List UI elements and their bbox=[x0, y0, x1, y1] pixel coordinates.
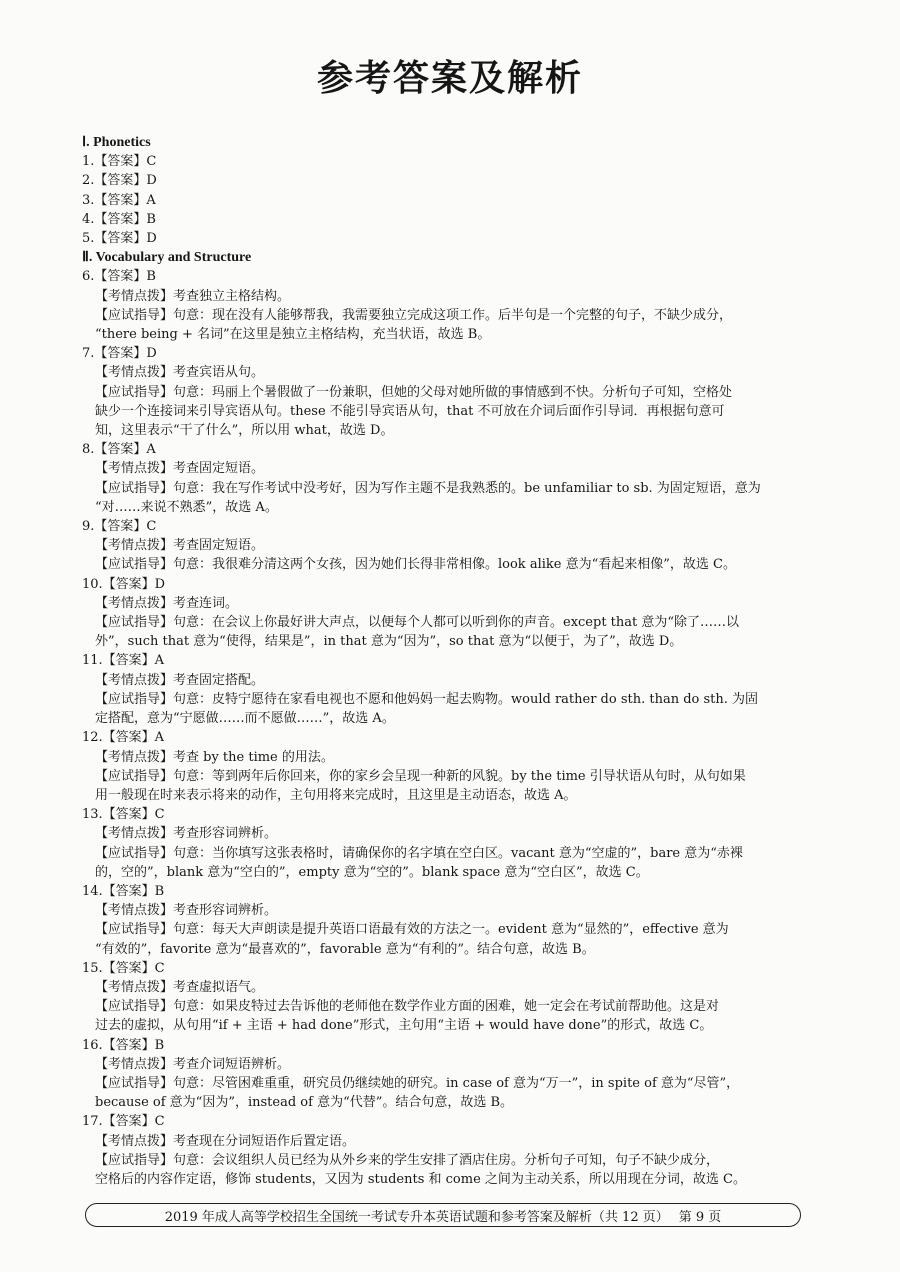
answer-line: 16.【答案】B bbox=[82, 1037, 165, 1053]
explanation-line: 空格后的内容作定语，修饰 students，又因为 students 和 come 之间为主动关系，所以用现在分词，故选 C。 bbox=[95, 1171, 746, 1187]
section-heading: Ⅱ. Vocabulary and Structure bbox=[82, 250, 252, 266]
answer-line: 4.【答案】B bbox=[82, 211, 156, 227]
explanation-line: 【考情点拨】考查固定搭配。 bbox=[95, 672, 265, 688]
answer-line: 3.【答案】A bbox=[82, 192, 156, 208]
explanation-line: 知，这里表示“干了什么”，所以用 what，故选 D。 bbox=[95, 423, 394, 439]
explanation-line: 外”，such that 意为“使得，结果是”，in that 意为“因为”，so that 意为“以便于，为了”，故选 D。 bbox=[95, 634, 683, 650]
page-footer bbox=[85, 1203, 801, 1227]
answer-line: 5.【答案】D bbox=[82, 231, 157, 247]
explanation-line: 【考情点拨】考查固定短语。 bbox=[95, 461, 265, 477]
answer-line: 15.【答案】C bbox=[82, 960, 165, 976]
explanation-line: “有效的”，favorite 意为“最喜欢的”，favorable 意为“有利的”。结合句意，故选 B。 bbox=[95, 941, 595, 957]
explanation-line: 【应试指导】句意：会议组织人员已经为从外乡来的学生安排了酒店住房。分析句子可知，句子不缺少成分， bbox=[95, 1152, 720, 1168]
explanation-line: 【考情点拨】考查现在分词短语作后置定语。 bbox=[95, 1133, 356, 1149]
explanation-line: 【考情点拨】考查连词。 bbox=[95, 595, 239, 611]
explanation-line: 【考情点拨】考查虚拟语气。 bbox=[95, 979, 265, 995]
explanation-line: 【考情点拨】考查宾语从句。 bbox=[95, 365, 265, 381]
explanation-line: 【应试指导】句意：每天大声朗读是提升英语口语最有效的方法之一。evident 意为“显然的”，effective 意为 bbox=[95, 922, 729, 938]
explanation-line: 的，空的”，blank 意为“空白的”，empty 意为“空的”。blank space 意为“空白区”，故选 C。 bbox=[95, 864, 649, 880]
answer-line: 2.【答案】D bbox=[82, 173, 157, 189]
explanation-line: 【应试指导】句意：皮特宁愿待在家看电视也不愿和他妈妈一起去购物。would rather do sth. than do sth. 为固 bbox=[95, 691, 759, 707]
page-title: 参考答案及解析 bbox=[316, 58, 583, 99]
explanation-line: 【考情点拨】考查固定短语。 bbox=[95, 538, 265, 554]
explanation-line: 【应试指导】句意：我很难分清这两个女孩，因为她们长得非常相像。look alike 意为“看起来相像”，故选 C。 bbox=[95, 557, 736, 573]
explanation-line: 过去的虚拟，从句用“if + 主语 + had done”形式，主句用“主语 + would have done”的形式，故选 C。 bbox=[95, 1018, 713, 1034]
explanation-line: 【应试指导】句意：玛丽上个暑假做了一份兼职，但她的父母对她所做的事情感到不快。分析句子可知，空格处 bbox=[95, 384, 733, 400]
explanation-line: “there being + 名词”在这里是独立主格结构，充当状语，故选 B。 bbox=[95, 327, 491, 343]
answer-line: 11.【答案】A bbox=[82, 653, 165, 669]
answer-content bbox=[82, 133, 806, 1189]
footer-text: 2019 年成人高等学校招生全国统一考试专升本英语试题和参考答案及解析（共 12 页） bbox=[164, 1209, 669, 1225]
section-heading: Ⅰ. Phonetics bbox=[82, 135, 151, 150]
explanation-line: 【考情点拨】考查形容词辨析。 bbox=[95, 826, 278, 842]
explanation-line: 定搭配，意为“宁愿做……而不愿做……”，故选 A。 bbox=[95, 711, 395, 727]
explanation-line: 【考情点拨】考查 by the time 的用法。 bbox=[95, 749, 334, 765]
footer-page-number: 第 9 页 bbox=[678, 1209, 722, 1225]
answer-line: 8.【答案】A bbox=[82, 442, 156, 458]
answer-line: 12.【答案】A bbox=[82, 730, 165, 746]
explanation-line: 用一般现在时来表示将来的动作，主句用将来完成时，且这里是主动语态，故选 A。 bbox=[95, 787, 577, 803]
explanation-line: “对……来说不熟悉”，故选 A。 bbox=[95, 499, 278, 515]
explanation-line: 【应试指导】句意：尽管困难重重，研究员仍继续她的研究。in case of 意为“万一”，in spite of 意为“尽管”， bbox=[95, 1075, 740, 1091]
explanation-line: because of 意为“因为”，instead of 意为“代替”。结合句意，故选 B。 bbox=[95, 1095, 514, 1111]
explanation-line: 缺少一个连接词来引导宾语从句。these 不能引导宾语从句，that 不可放在介词后面作引导词．再根据句意可 bbox=[95, 403, 725, 419]
explanation-line: 【考情点拨】考查介词短语辨析。 bbox=[95, 1056, 291, 1072]
explanation-line: 【应试指导】句意：当你填写这张表格时，请确保你的名字填在空白区。vacant 意为“空虚的”，bare 意为“赤裸 bbox=[95, 845, 743, 861]
explanation-line: 【应试指导】句意：现在没有人能够帮我，我需要独立完成这项工作。后半句是一个完整的句子，不缺少成分， bbox=[95, 307, 733, 323]
explanation-line: 【考情点拨】考查独立主格结构。 bbox=[95, 288, 291, 304]
explanation-line: 【应试指导】句意：我在写作考试中没考好，因为写作主题不是我熟悉的。be unfamiliar to sb. 为固定短语，意为 bbox=[95, 480, 761, 496]
explanation-line: 【应试指导】句意：等到两年后你回来，你的家乡会呈现一种新的风貌。by the time 引导状语从句时，从句如果 bbox=[95, 768, 746, 784]
answer-line: 10.【答案】D bbox=[82, 576, 166, 592]
explanation-line: 【应试指导】句意：如果皮特过去告诉他的老师他在数学作业方面的困难，她一定会在考试前帮助他。这是对 bbox=[95, 999, 720, 1015]
explanation-line: 【考情点拨】考查形容词辨析。 bbox=[95, 903, 278, 919]
answer-line: 14.【答案】B bbox=[82, 883, 165, 899]
answer-line: 13.【答案】C bbox=[82, 807, 165, 823]
answer-line: 7.【答案】D bbox=[82, 346, 157, 362]
answer-line: 1.【答案】C bbox=[82, 154, 157, 170]
explanation-line: 【应试指导】句意：在会议上你最好讲大声点，以便每个人都可以听到你的声音。except that 意为“除了……以 bbox=[95, 615, 740, 631]
answer-line: 6.【答案】B bbox=[82, 269, 156, 285]
answer-line: 17.【答案】C bbox=[82, 1114, 165, 1130]
answer-line: 9.【答案】C bbox=[82, 519, 157, 535]
